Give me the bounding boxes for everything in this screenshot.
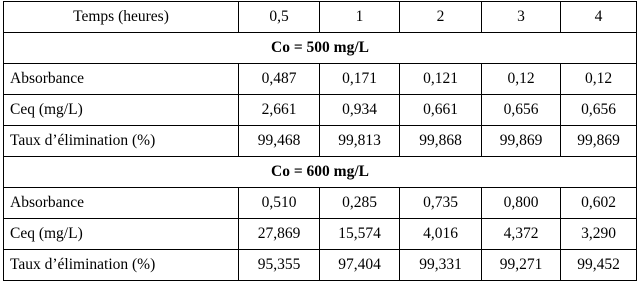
table-row: [4, 126, 637, 157]
value-cell: 99,271: [482, 250, 561, 281]
value-cell: 15,574: [320, 219, 400, 250]
table-row: [4, 250, 637, 281]
value-cell: 0,510: [239, 188, 320, 219]
row-label: Taux d’élimination (%): [4, 126, 239, 157]
table-row: [4, 95, 637, 126]
value-cell: 95,355: [239, 250, 320, 281]
value-cell: 0,934: [320, 95, 400, 126]
value-cell: 99,813: [320, 126, 400, 157]
section-title: Co = 500 mg/L: [4, 33, 637, 64]
row-label: Absorbance: [4, 64, 239, 95]
value-cell: 99,869: [482, 126, 561, 157]
value-cell: 4,016: [400, 219, 482, 250]
value-cell: 3,290: [561, 219, 637, 250]
section-title: Co = 600 mg/L: [4, 157, 637, 188]
value-cell: 99,331: [400, 250, 482, 281]
value-cell: 0,602: [561, 188, 637, 219]
value-cell: 99,452: [561, 250, 637, 281]
row-label: Absorbance: [4, 188, 239, 219]
section-row: [4, 33, 637, 64]
value-cell: 97,404: [320, 250, 400, 281]
value-cell: 0,656: [482, 95, 561, 126]
value-cell: 99,468: [239, 126, 320, 157]
value-cell: 0,12: [561, 64, 637, 95]
value-cell: 4,372: [482, 219, 561, 250]
row-label: Ceq (mg/L): [4, 95, 239, 126]
header-label-cell: Temps (heures): [4, 2, 239, 33]
value-cell: 0,12: [482, 64, 561, 95]
table-row: [4, 64, 637, 95]
row-label: Ceq (mg/L): [4, 219, 239, 250]
time-cell: 4: [561, 2, 637, 33]
value-cell: 99,869: [561, 126, 637, 157]
table-row: [4, 219, 637, 250]
section-row: [4, 157, 637, 188]
value-cell: 0,661: [400, 95, 482, 126]
value-cell: 0,735: [400, 188, 482, 219]
value-cell: 0,285: [320, 188, 400, 219]
time-cell: 0,5: [239, 2, 320, 33]
row-label: Taux d’élimination (%): [4, 250, 239, 281]
value-cell: 2,661: [239, 95, 320, 126]
header-row: [4, 2, 637, 33]
value-cell: 0,121: [400, 64, 482, 95]
value-cell: 27,869: [239, 219, 320, 250]
table-row: [4, 188, 637, 219]
value-cell: 0,656: [561, 95, 637, 126]
time-cell: 3: [482, 2, 561, 33]
results-table: [3, 1, 637, 281]
time-cell: 1: [320, 2, 400, 33]
value-cell: 99,868: [400, 126, 482, 157]
value-cell: 0,800: [482, 188, 561, 219]
time-cell: 2: [400, 2, 482, 33]
value-cell: 0,171: [320, 64, 400, 95]
value-cell: 0,487: [239, 64, 320, 95]
